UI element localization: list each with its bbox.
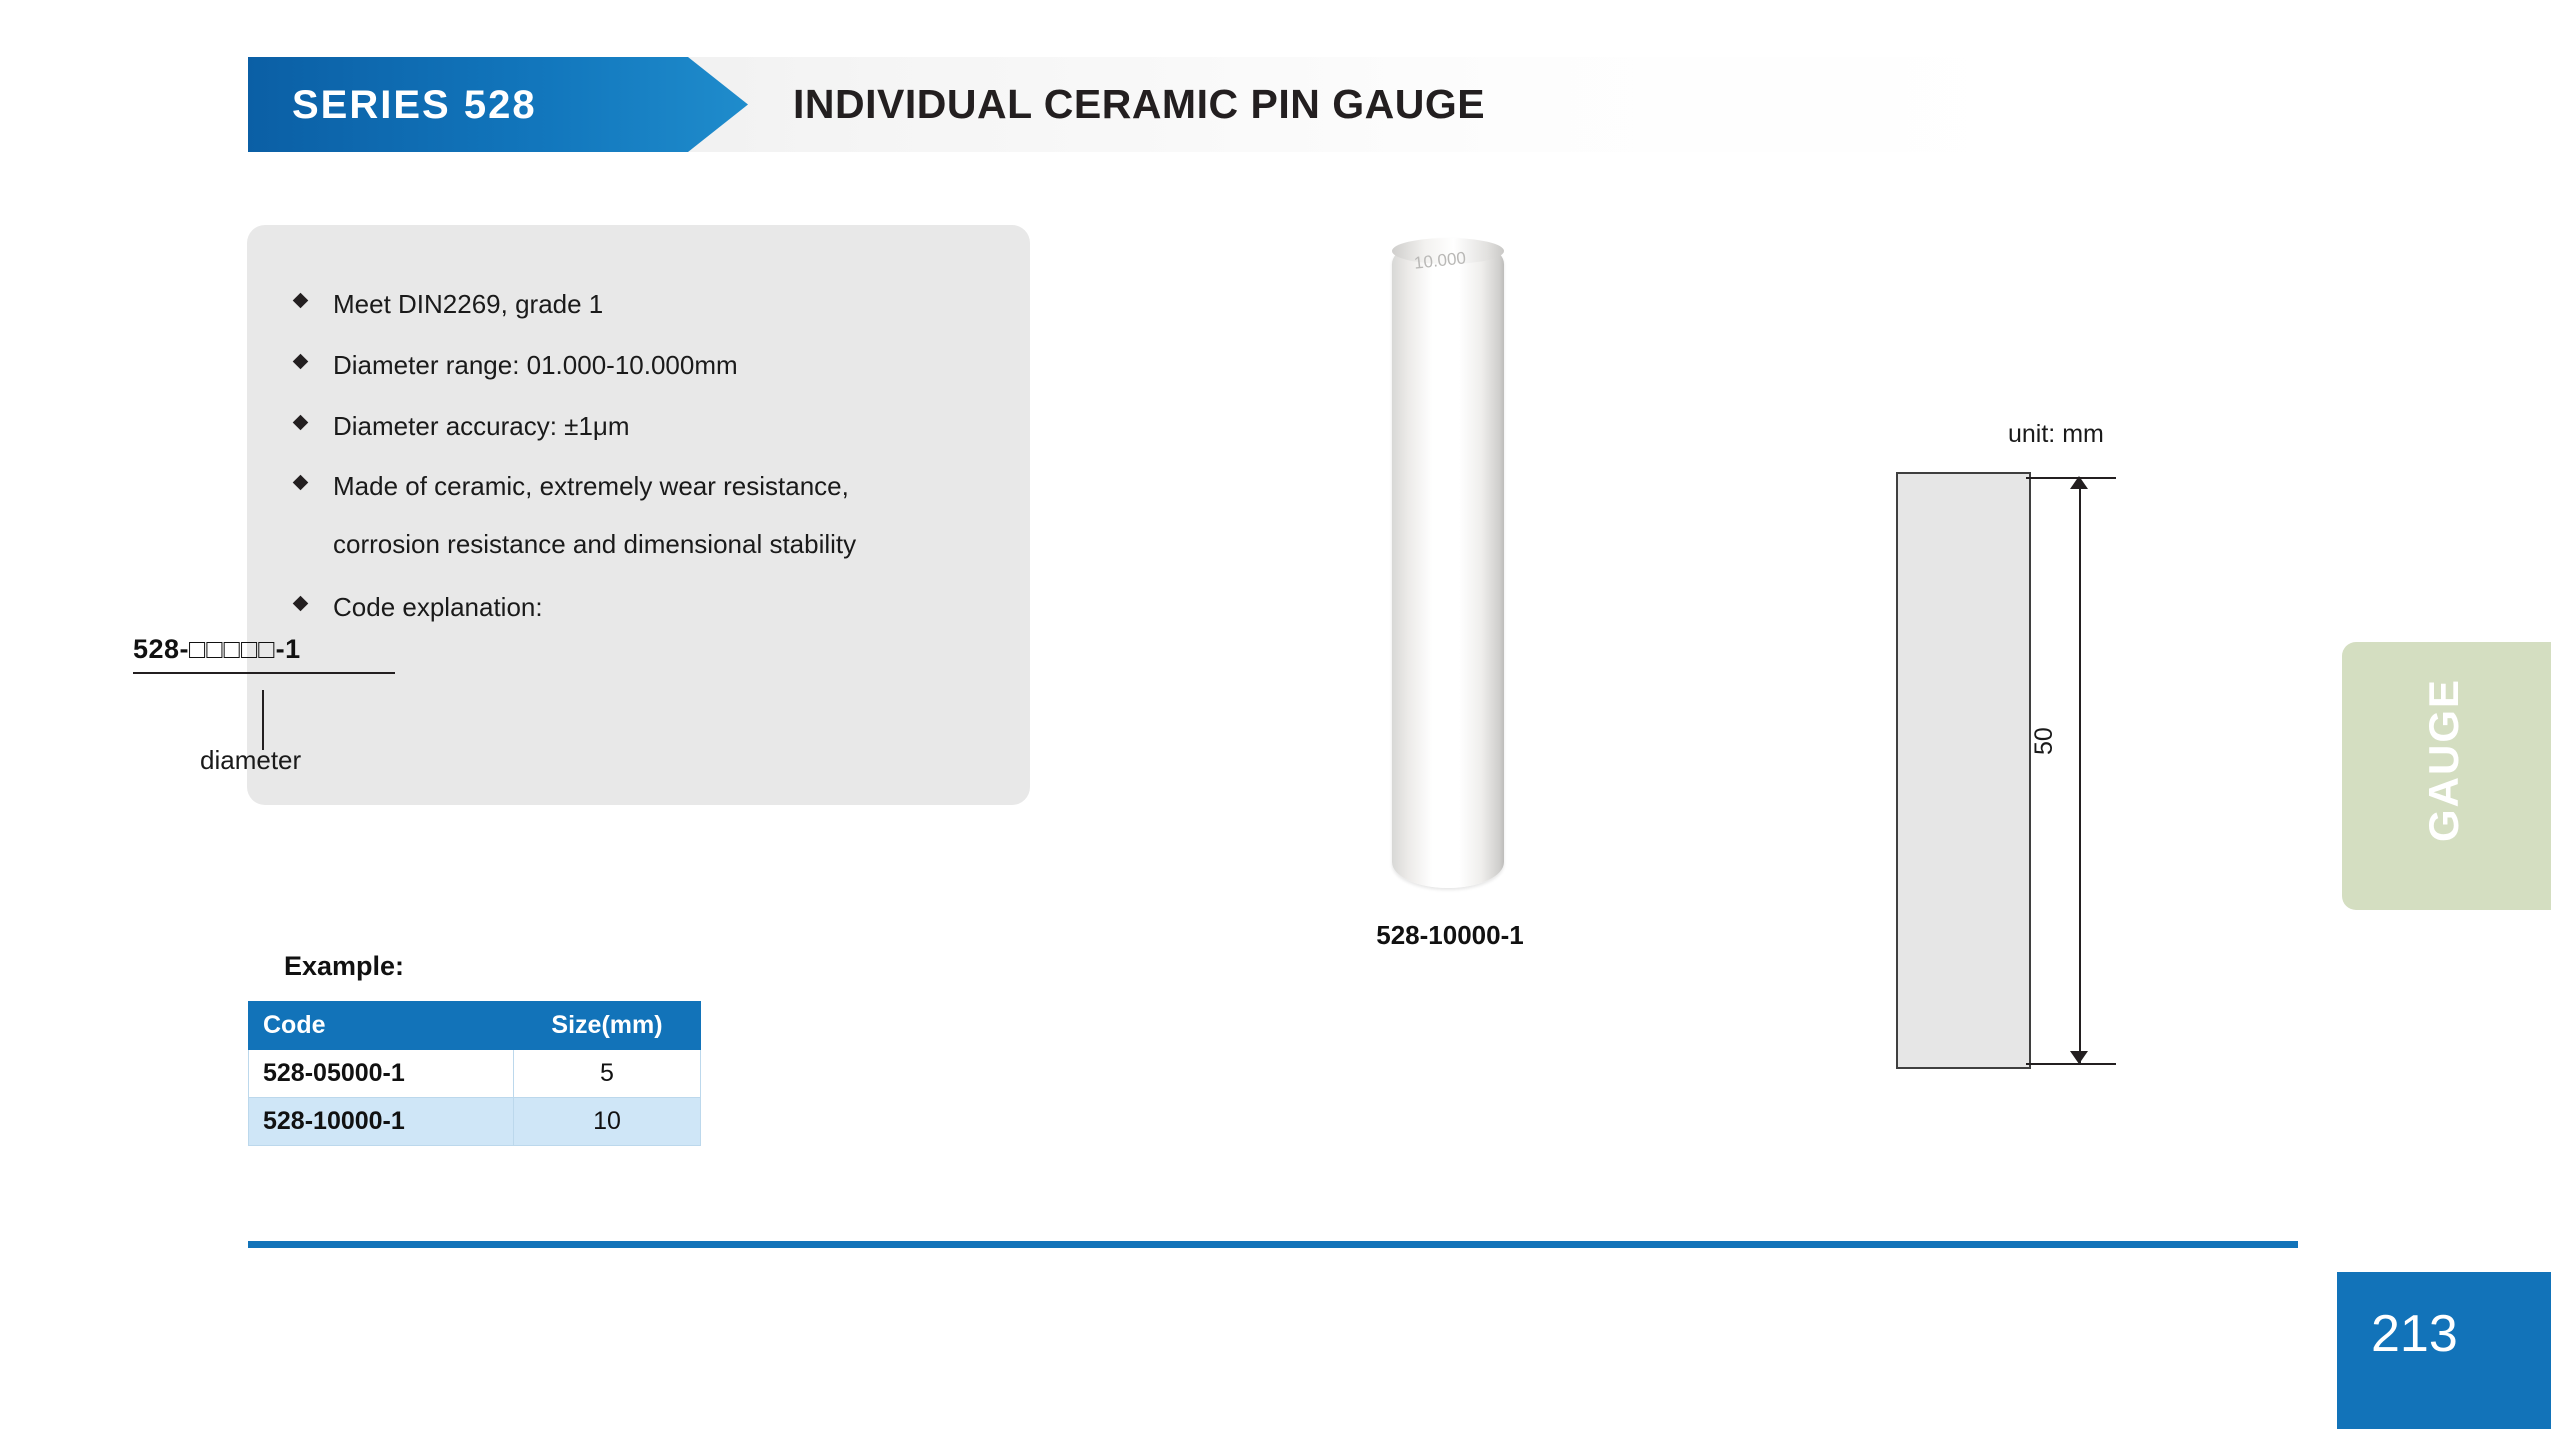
feature-bullet-4-continuation: corrosion resistance and dimensional stability	[333, 529, 857, 559]
page-number: 213	[2371, 1305, 2458, 1363]
code-prefix: 528-	[133, 634, 190, 664]
code-placeholder-boxes: □□□□□	[189, 634, 276, 664]
dimension-arrow-top-icon	[2070, 476, 2088, 489]
cell-size: 10	[514, 1098, 701, 1146]
dimension-rectangle	[1896, 472, 2031, 1069]
diamond-bullet-icon	[293, 596, 309, 612]
cell-code: 528-10000-1	[249, 1098, 514, 1146]
code-callout-line	[262, 690, 264, 750]
feature-box	[247, 225, 1030, 805]
section-side-tab-label: GAUGE	[2420, 677, 2467, 842]
page-number-badge	[2337, 1272, 2551, 1429]
feature-bullet-2	[295, 348, 995, 383]
column-header-size: Size(mm)	[514, 1002, 701, 1050]
ceramic-pin-body	[1392, 238, 1504, 888]
feature-bullet-3-label: Diameter accuracy: ±1μm	[333, 411, 630, 441]
dimension-value: 50	[2030, 727, 2058, 755]
table-header-row	[249, 1002, 701, 1050]
cell-code: 528-05000-1	[249, 1050, 514, 1098]
feature-bullet-4-label: Made of ceramic, extremely wear resistance,	[333, 471, 849, 501]
feature-bullet-1-label: Meet DIN2269, grade 1	[333, 289, 604, 319]
unit-label: unit: mm	[2008, 420, 2104, 448]
feature-bullet-2-label: Diameter range: 01.000-10.000mm	[333, 350, 738, 380]
dimension-line	[2079, 478, 2081, 1064]
code-explanation	[133, 634, 301, 665]
product-caption: 528-10000-1	[1376, 920, 1524, 950]
table-row	[249, 1098, 701, 1146]
diamond-bullet-icon	[293, 293, 309, 309]
footer-divider	[248, 1241, 2298, 1248]
diamond-bullet-icon	[293, 475, 309, 491]
diamond-bullet-icon	[293, 354, 309, 370]
column-header-code: Code	[249, 1002, 514, 1050]
code-underline	[133, 672, 395, 674]
example-label: Example:	[284, 951, 405, 981]
feature-bullet-1	[295, 287, 995, 322]
product-photo	[1370, 238, 1530, 888]
feature-bullet-4	[295, 469, 995, 504]
feature-bullet-3	[295, 409, 995, 444]
cell-size: 5	[514, 1050, 701, 1098]
pin-engraving-label: 10.000	[1413, 248, 1467, 273]
page-title: INDIVIDUAL CERAMIC PIN GAUGE	[793, 81, 1486, 127]
series-label: SERIES 528	[292, 83, 537, 127]
section-side-tab	[2342, 642, 2551, 910]
diamond-bullet-icon	[293, 415, 309, 431]
dimension-arrow-bottom-icon	[2070, 1051, 2088, 1064]
code-suffix: -1	[275, 634, 301, 664]
example-table	[248, 1001, 701, 1146]
feature-bullet-5-label: Code explanation:	[333, 592, 543, 622]
code-callout-label: diameter	[200, 745, 302, 775]
table-row	[249, 1050, 701, 1098]
page-header	[248, 57, 2038, 152]
feature-bullet-5	[295, 590, 995, 625]
